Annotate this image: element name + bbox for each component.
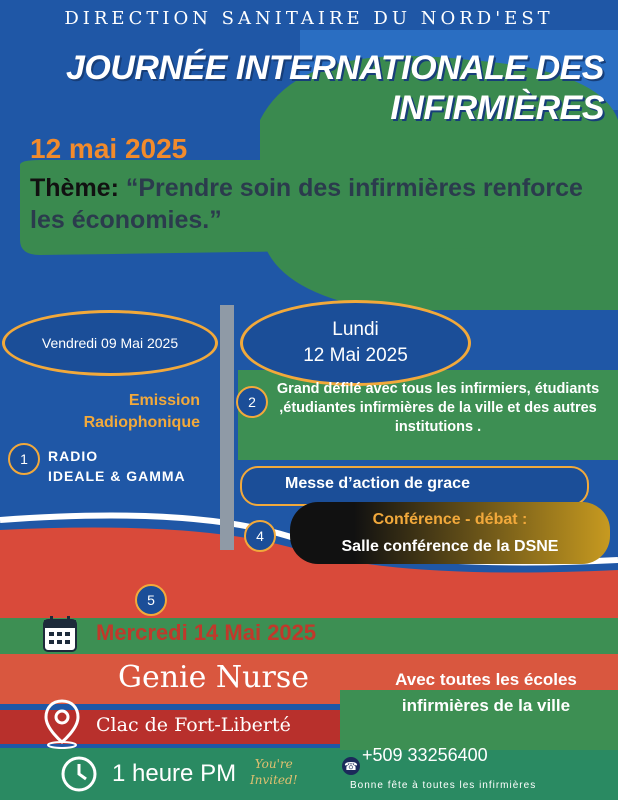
timeline-number-2: 2: [236, 386, 268, 418]
mass-text: Messe d’action de grace: [285, 475, 470, 492]
calendar-icon: [42, 615, 78, 653]
invited-line2: Invited!: [250, 773, 298, 787]
phone-icon: ☎: [342, 757, 360, 775]
radio-line2: IDEALE & GAMMA: [48, 468, 186, 484]
timeline-number-4: 4: [244, 520, 276, 552]
day1-label: Vendredi 09 Mai 2025: [41, 335, 179, 351]
time-text: 1 heure PM: [112, 760, 237, 787]
schools-line2: infirmières de la ville: [401, 696, 571, 715]
emission-line2: Radiophonique: [83, 414, 200, 431]
schools-line1: Avec toutes les écoles: [395, 670, 577, 689]
event-date: 12 mai 2025: [30, 133, 188, 164]
location-text: Clac de Fort-Liberté: [96, 714, 291, 736]
day2-line2: 12 Mai 2025: [303, 345, 408, 366]
wednesday-date: Mercredi 14 Mai 2025: [96, 620, 317, 645]
schools-text: [356, 667, 616, 719]
conference-title: Conférence - débat :: [372, 511, 528, 528]
invited-text: [250, 756, 298, 788]
footer-text: Bonne fête à toutes les infirmières: [350, 780, 537, 791]
event-title-line1: JOURNÉE INTERNATIONALE DES: [66, 49, 604, 87]
conference-place: Salle conférence de la DSNE: [341, 538, 559, 555]
emission-line1: Emission: [128, 392, 200, 409]
event-title: [44, 48, 604, 128]
theme-block: [30, 172, 618, 236]
theme-text: “Prendre soin des infirmières renforce les économies.”: [30, 174, 583, 234]
day2-oval: [240, 300, 471, 386]
day2-line1: Lundi: [332, 319, 379, 340]
timeline-number-5: 5: [135, 584, 167, 616]
day1-oval: [2, 310, 218, 376]
location-pin-icon: [42, 698, 82, 750]
timeline-number-1: 1: [8, 443, 40, 475]
emission-label: [50, 390, 200, 434]
radio-names: [48, 446, 186, 486]
event-title-line2: INFIRMIÈRES: [390, 89, 604, 127]
radio-line1: RADIO: [48, 448, 99, 464]
event-name: Genie Nurse: [118, 660, 309, 695]
parade-text: Grand défilé avec tous les infirmiers, étudiants ,étudiantes infirmières de la ville et des autres institutions .: [276, 381, 600, 435]
organization-header: DIRECTION SANITAIRE DU NORD'EST: [64, 8, 554, 29]
theme-label: Thème:: [30, 174, 119, 202]
phone-number: +509 33256400: [362, 745, 488, 765]
clock-icon: [60, 755, 98, 793]
invited-line1: You're: [254, 757, 293, 771]
